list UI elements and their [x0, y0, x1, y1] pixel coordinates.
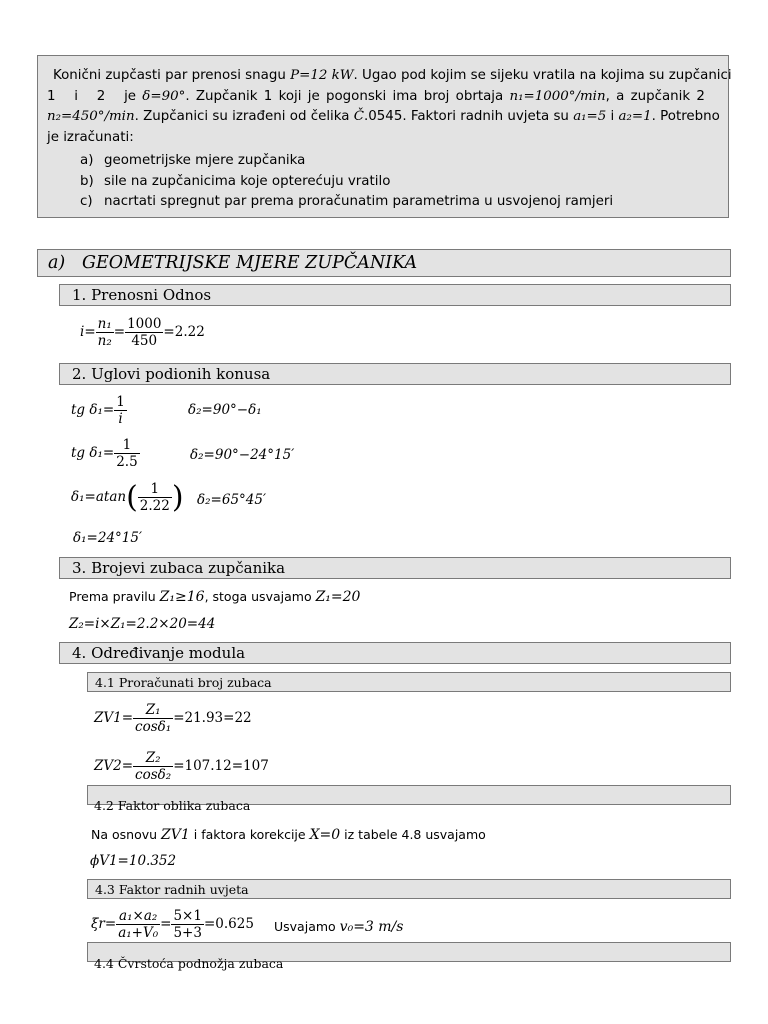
task-text: , a zupčanik 2: [605, 88, 705, 104]
task-text: . Zupčanici su izrađeni od čelika: [134, 109, 350, 124]
denominator: a₁+V₀: [118, 925, 159, 941]
speed-n1-formula: n₁=1000°/min: [509, 88, 606, 104]
paren: ): [171, 480, 184, 515]
formula: ZV1: [161, 827, 190, 843]
angle-eq-1-right: δ₂=90°−δ₁: [188, 402, 262, 418]
zv2-equation: [94, 750, 269, 783]
denominator: cosδ₁: [135, 719, 172, 735]
task-text: . Potrebno: [651, 109, 720, 124]
text: Prema pravilu: [69, 589, 156, 604]
fraction: [138, 481, 172, 514]
form-factor-basis: [91, 827, 486, 843]
angle-eq-4: δ₁=24°15′: [73, 530, 143, 546]
teeth-calc: Z₂=i×Z₁=2.2×20=44: [69, 616, 216, 632]
text: Na osnovu: [91, 827, 158, 842]
steel-symbol: Č: [353, 109, 364, 124]
task-statement: [37, 55, 732, 218]
heading-virtual-teeth: 4.1 Proračunati broj zubaca: [87, 672, 731, 692]
list-item: [80, 172, 720, 193]
fraction: [96, 316, 114, 349]
eq-result: =2.22: [163, 324, 205, 340]
list-item: [80, 151, 720, 172]
fraction: [171, 908, 204, 941]
angle-formula: δ=90°: [142, 88, 186, 104]
task-text: i: [610, 109, 615, 124]
heading-transmission-ratio: 1. Prenosni Odnos: [59, 284, 731, 306]
task-text: Konični zupčasti par prenosi snagu: [53, 68, 286, 83]
formula: Z₁=20: [315, 589, 361, 605]
denominator: 2.22: [139, 498, 170, 514]
heading-module: 4. Određivanje modula: [59, 642, 731, 664]
text: , stoga usvajamo: [204, 589, 312, 604]
numerator: a₁×a₂: [119, 908, 158, 924]
factor-a1: a₁=5: [573, 109, 607, 124]
paren: (: [126, 480, 138, 515]
denominator: 2.5: [116, 454, 138, 470]
phi-value: ϕV1=10.352: [90, 853, 177, 869]
eq-result: =0.625: [203, 916, 254, 932]
teeth-rule: [69, 589, 360, 605]
numerator: Z₁: [145, 702, 161, 718]
heading-working-factor: 4.3 Faktor radnih uvjeta: [87, 879, 731, 899]
item-label: b): [80, 173, 94, 189]
formula: v₀=3 m/s: [339, 919, 404, 935]
eq-result: =107.12=107: [173, 758, 269, 774]
text: iz tabele 4.8 usvajamo: [344, 827, 486, 842]
item-label: a): [80, 153, 94, 168]
list-item: [80, 192, 720, 213]
eq-sign: =: [113, 324, 126, 340]
task-list: [80, 151, 720, 213]
item-text: sile na zupčanicima koje opterećuju vratilo: [104, 173, 391, 189]
eq-lhs: i=: [80, 324, 96, 340]
angle-eq-2-right: δ₂=90°−24°15′: [190, 447, 295, 463]
task-line-2: [47, 87, 720, 108]
task-text: . Zupčanik 1 koji je pogonski ima broj obrtaja: [185, 88, 504, 104]
task-text: 1 i 2 je: [47, 88, 137, 104]
zv1-equation: [94, 702, 252, 735]
denominator: i: [114, 410, 127, 427]
fraction: [133, 750, 173, 783]
eq-sign: =: [160, 916, 172, 932]
task-text: . Ugao pod kojim se sijeku vratila na kojima su zupčanici: [353, 68, 732, 83]
eq-lhs: ZV2=: [94, 758, 134, 774]
fraction: [133, 702, 173, 735]
v0-statement: [274, 919, 403, 935]
ratio-equation: [80, 316, 205, 349]
denominator: 5+3: [173, 925, 202, 941]
denominator: cosδ₂: [135, 767, 172, 783]
denominator: n₂: [97, 333, 112, 349]
denominator: 450: [125, 332, 163, 349]
numerator: 1: [122, 437, 132, 453]
heading-root-strength: 4.4 Čvrstoća podnožja zubaca: [94, 956, 284, 971]
item-label: c): [80, 194, 93, 209]
task-line-1: [47, 66, 732, 87]
numerator: 5×1: [173, 908, 202, 924]
text: i faktora korekcije: [193, 827, 306, 842]
angle-eq-1: [71, 394, 127, 427]
eq-lhs: ZV1=: [94, 710, 134, 726]
numerator: 1: [116, 394, 125, 410]
item-text: geometrijske mjere zupčanika: [104, 153, 306, 168]
fraction: [114, 437, 139, 470]
section-title: GEOMETRIJSKE MJERE ZUPČANIKA: [81, 253, 418, 273]
task-line-3: [47, 107, 720, 128]
angle-eq-3-right: δ₂=65°45′: [197, 492, 267, 508]
item-text: nacrtati spregnut par prema proračunatim parametrima u usvojenoj ramjeri: [104, 194, 614, 209]
xi-equation: [91, 908, 254, 941]
eq-result: =21.93=22: [173, 710, 252, 726]
angle-eq-3: [71, 480, 184, 515]
section-label: a): [48, 253, 66, 273]
eq-lhs: ξr=: [91, 916, 117, 932]
numerator: 1: [150, 481, 160, 497]
task-line-4: je izračunati:: [47, 129, 134, 145]
section-a-header: [37, 249, 731, 277]
formula: X=0: [309, 827, 341, 843]
eq-lhs: δ₁=atan: [71, 489, 127, 505]
fraction: [114, 394, 127, 427]
power-formula: P=12 kW: [290, 68, 354, 83]
heading-form-factor: 4.2 Faktor oblika zubaca: [94, 798, 251, 813]
heading-teeth-count: 3. Brojevi zubaca zupčanika: [59, 557, 731, 579]
task-text: .0545. Faktori radnih uvjeta su: [364, 109, 569, 124]
numerator: 1000: [127, 316, 162, 332]
numerator: n₁: [97, 316, 112, 332]
angle-eq-2: [71, 437, 140, 470]
factor-a2: a₂=1: [618, 109, 652, 124]
text: Usvajamo: [274, 919, 336, 934]
heading-cone-angles: 2. Uglovi podionih konusa: [59, 363, 731, 385]
fraction: [116, 908, 160, 941]
numerator: Z₂: [145, 750, 161, 766]
fraction: [125, 316, 163, 349]
eq-lhs: tg δ₁=: [71, 445, 115, 461]
speed-n2-formula: n₂=450°/min: [47, 109, 135, 124]
formula: Z₁≥16: [159, 589, 205, 605]
eq-lhs: tg δ₁=: [71, 402, 115, 418]
